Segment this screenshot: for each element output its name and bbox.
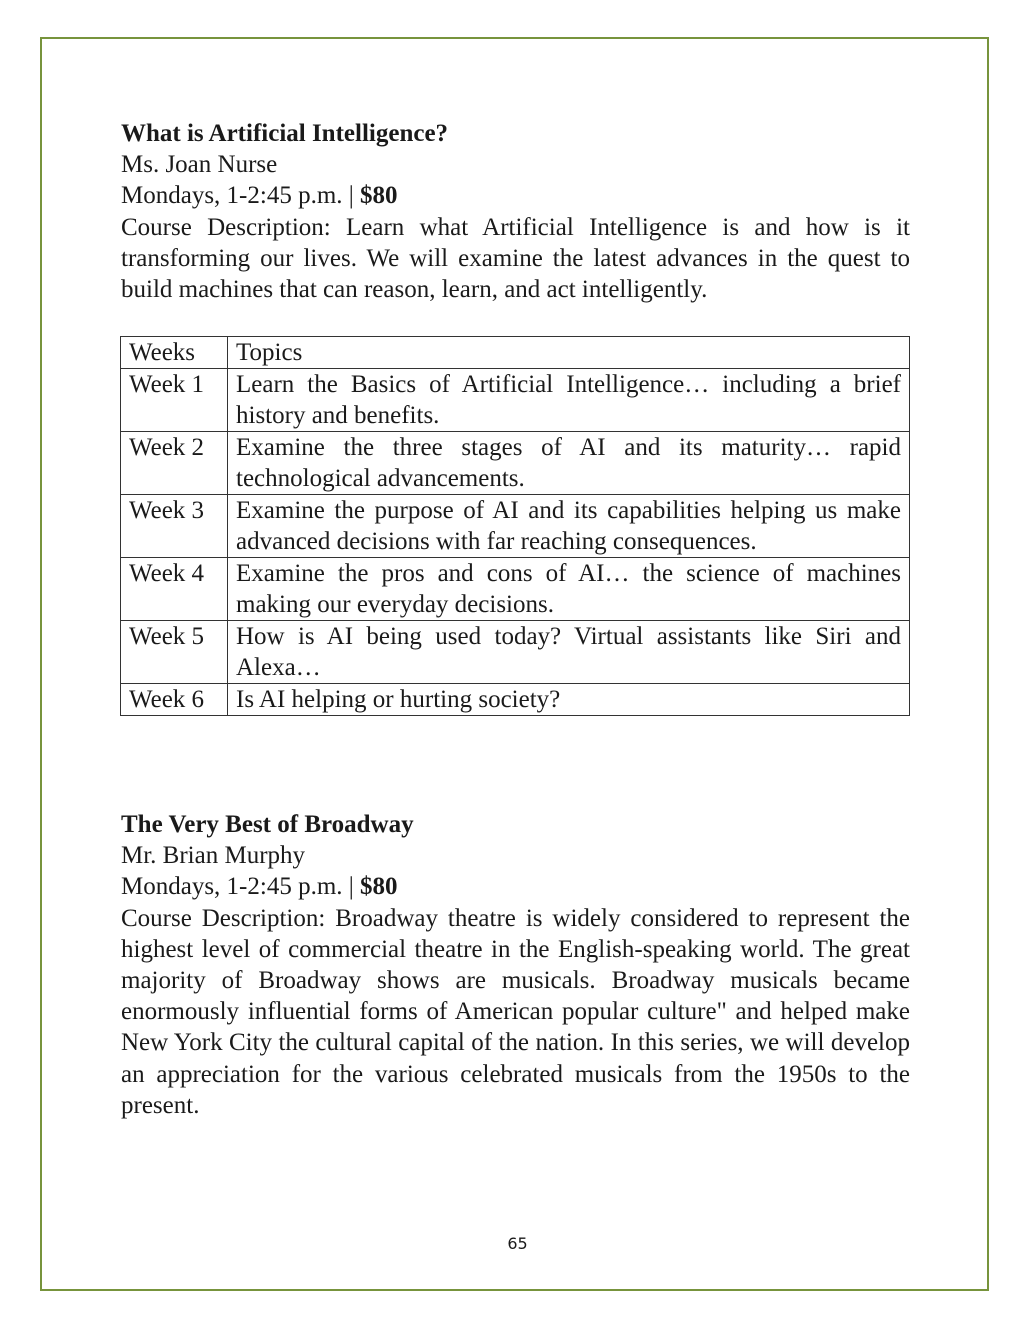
course-schedule-text: Mondays, 1-2:45 p.m. | xyxy=(121,873,361,901)
week-cell: Week 2 xyxy=(121,432,228,495)
table-row xyxy=(121,684,910,716)
topic-cell: Learn the Basics of Artificial Intelligence… including a brief history and benefits. xyxy=(228,369,910,432)
weekly-topics-table xyxy=(120,336,910,716)
topic-cell: Is AI helping or hurting society? xyxy=(228,684,910,716)
course-title: The Very Best of Broadway xyxy=(121,811,414,838)
topic-cell: How is AI being used today? Virtual assistants like Siri and Alexa… xyxy=(228,621,910,684)
topic-cell: Examine the purpose of AI and its capabilities helping us make advanced decisions with far reaching consequences. xyxy=(228,495,910,558)
week-cell: Week 6 xyxy=(121,684,228,716)
course-price: $80 xyxy=(360,182,398,210)
table-header-row xyxy=(121,337,910,369)
page-number: 65 xyxy=(507,1234,528,1253)
course-broadway xyxy=(121,809,910,1121)
topic-cell: Examine the three stages of AI and its maturity… rapid technological advancements. xyxy=(228,432,910,495)
course-schedule xyxy=(121,871,910,902)
table-row xyxy=(121,621,910,684)
week-cell: Week 3 xyxy=(121,495,228,558)
course-schedule-text: Mondays, 1-2:45 p.m. | xyxy=(121,182,361,210)
table-row xyxy=(121,495,910,558)
course-ai xyxy=(121,118,910,305)
course-description: Course Description: Learn what Artificial Intelligence is and how is it transforming our lives. We will examine the latest advances in the quest to build machines that can reason, learn, and act intelligently. xyxy=(121,213,910,304)
week-cell: Week 5 xyxy=(121,621,228,684)
table-row xyxy=(121,369,910,432)
table-row xyxy=(121,432,910,495)
topic-cell: Examine the pros and cons of AI… the science of machines making our everyday decisions. xyxy=(228,558,910,621)
week-cell: Week 1 xyxy=(121,369,228,432)
course-title: What is Artificial Intelligence? xyxy=(121,120,449,147)
course-instructor: Ms. Joan Nurse xyxy=(121,151,278,179)
table-row xyxy=(121,558,910,621)
week-cell: Week 4 xyxy=(121,558,228,621)
course-instructor: Mr. Brian Murphy xyxy=(121,842,306,870)
course-description: Course Description: Broadway theatre is widely considered to represent the highest level of commercial theatre in the English-speaking world. The great majority of Broadway shows are musicals. Broadway musicals became enormously influential forms of American popular culture" and helped make New York City the cultural capital of the nation. In this series, we will develop an appreciation for the various celebrated musicals from the 1950s to the present. xyxy=(121,904,910,1119)
course-price: $80 xyxy=(360,873,398,901)
course-schedule xyxy=(121,180,910,211)
header-topics: Topics xyxy=(228,337,910,369)
header-weeks: Weeks xyxy=(121,337,228,369)
